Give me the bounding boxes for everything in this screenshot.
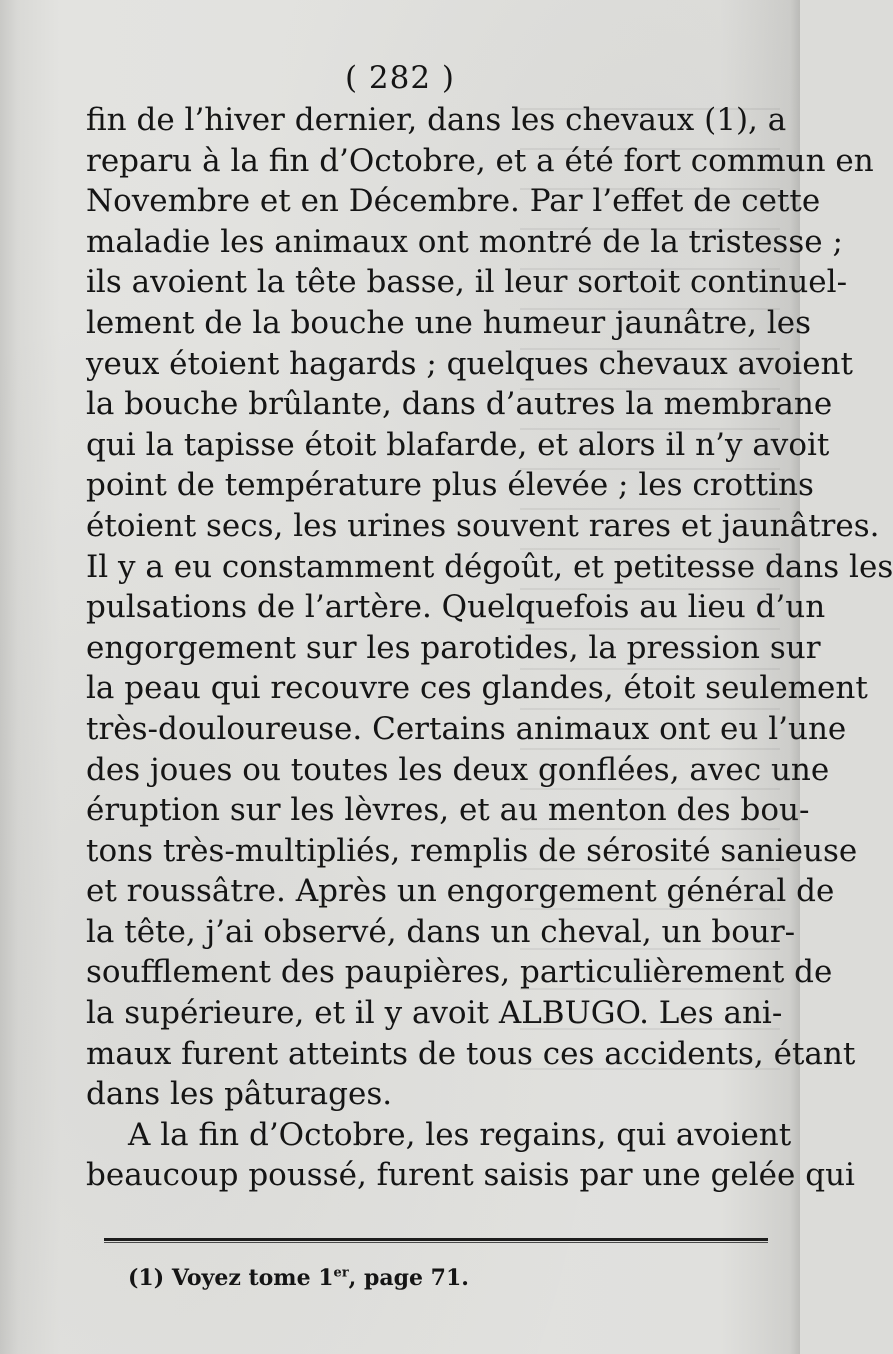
page-number: ( 282 ) (344, 60, 456, 96)
text-line: Il y a eu constamment dégoût, et petitesse dans les (86, 548, 893, 585)
text-line: éruption sur les lèvres, et au menton des bou- (86, 792, 810, 829)
paragraph-start-line: A la fin d’Octobre, les regains, qui avoient (128, 1116, 792, 1153)
text-line: fin de l’hiver dernier, dans les chevaux (1), a (86, 102, 787, 138)
text-line: yeux étoient hagards ; quelques chevaux avoient (86, 345, 853, 382)
paragraph-end-line: dans les pâturages. (86, 1076, 393, 1113)
text-line: la supérieure, et il y avoit ALBUGO. Les ani- (86, 995, 783, 1032)
text-line: et roussâtre. Après un engorgement général de (86, 873, 835, 910)
text-line: qui la tapisse étoit blafarde, et alors il n’y avoit (86, 426, 830, 463)
text-line: la tête, j’ai observé, dans un cheval, un bour- (86, 913, 796, 950)
text-line: soufflement des paupières, particulièrement de (86, 954, 833, 991)
footnote-page-reference: , page 71. (348, 1265, 469, 1291)
text-line: maladie les animaux ont montré de la tristesse ; (86, 223, 843, 260)
text-line: tons très-multipliés, remplis de sérosité sanieuse (86, 832, 858, 869)
text-line: très-douloureuse. Certains animaux ont eu l’une (86, 710, 847, 747)
text-line: Novembre et en Décembre. Par l’effet de cette (86, 183, 821, 220)
footnote-divider (104, 1238, 768, 1241)
text-line: lement de la bouche une humeur jaunâtre, les (86, 304, 812, 341)
footnote-marker: (1) (128, 1265, 165, 1291)
body-text (86, 100, 893, 1196)
text-line: beaucoup poussé, furent saisis par une gelée qui (86, 1157, 855, 1194)
text-line: point de température plus élevée ; les crottins (86, 467, 814, 504)
text-line: maux furent atteints de tous ces accidents, étant (86, 1035, 856, 1072)
footnote (128, 1264, 469, 1292)
text-line: ils avoient la tête basse, il leur sortoit continuel- (86, 264, 848, 301)
text-line: reparu à la fin d’Octobre, et a été fort commun en (86, 142, 874, 179)
text-line: engorgement sur les parotides, la pression sur (86, 629, 821, 666)
text-line: la peau qui recouvre ces glandes, étoit seulement (86, 670, 868, 707)
footnote-text: Voyez tome 1 (171, 1265, 334, 1291)
text-line: pulsations de l’artère. Quelquefois au lieu d’un (86, 589, 826, 626)
text-line: étoient secs, les urines souvent rares et jaunâtres. (86, 507, 880, 544)
footnote-superscript: er (333, 1265, 349, 1281)
text-line: la bouche brûlante, dans d’autres la membrane (86, 386, 833, 423)
text-line: des joues ou toutes les deux gonflées, avec une (86, 751, 830, 788)
